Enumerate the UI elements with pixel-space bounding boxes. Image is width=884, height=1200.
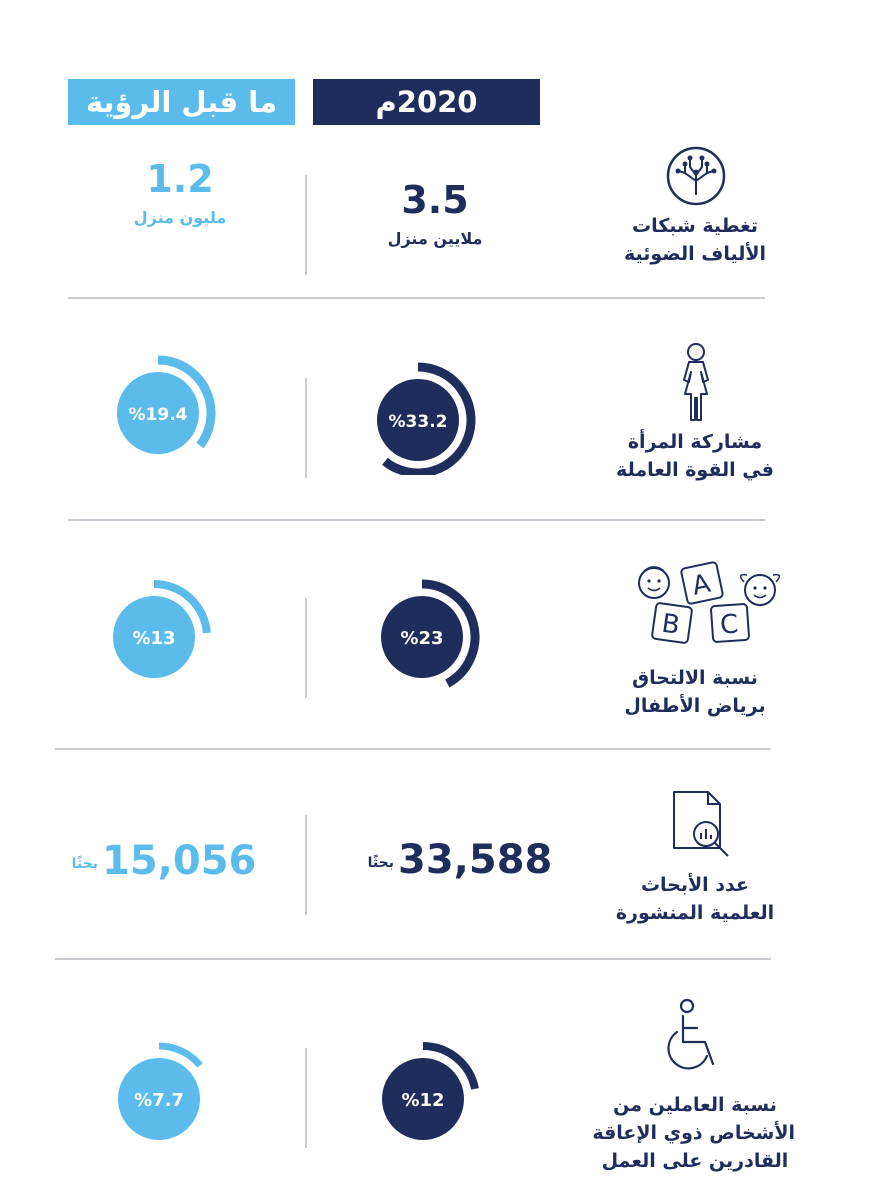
- fiber-before-value: 1.2: [146, 157, 214, 201]
- disability-label-line1: نسبة العاملين من: [613, 1094, 777, 1116]
- women-label-line2: في القوة العاملة: [616, 459, 774, 481]
- row-divider: [55, 958, 771, 960]
- svg-text:B: B: [659, 608, 682, 641]
- research-document-icon: [670, 790, 732, 864]
- women-before-gauge: [103, 345, 233, 475]
- women-before-value: %19.4: [128, 405, 188, 425]
- fiber-label-line1: تغطية شبكات: [632, 215, 758, 237]
- disability-current-gauge: [368, 1030, 498, 1160]
- kindergarten-current-value: %23: [400, 628, 444, 649]
- column-divider: [305, 598, 307, 698]
- wheelchair-icon: [663, 998, 725, 1084]
- abc-blocks-children-icon: [632, 555, 782, 659]
- header-before-vision: ما قبل الرؤية: [68, 79, 295, 125]
- fiber-current-value: 3.5: [401, 178, 469, 222]
- header-2020: 2020م: [313, 79, 540, 125]
- column-divider: [305, 175, 307, 275]
- kindergarten-before-gauge: [99, 570, 229, 700]
- women-current-gauge: [363, 345, 493, 475]
- research-before-unit: بحثًا: [71, 856, 98, 872]
- disability-before-gauge: [104, 1030, 234, 1160]
- column-divider: [305, 1048, 307, 1148]
- column-divider: [305, 815, 307, 915]
- disability-before-value: %7.7: [134, 1090, 184, 1111]
- column-divider: [305, 378, 307, 478]
- row-divider: [55, 748, 771, 750]
- row-divider: [68, 519, 765, 521]
- research-before-value: 15,056: [102, 838, 257, 884]
- fiber-label-line2: الألياف الضوئية: [623, 243, 767, 265]
- research-current-unit: بحثًا: [367, 855, 394, 871]
- women-current-value: %33.2: [388, 412, 448, 432]
- woman-icon: [675, 342, 717, 428]
- kindergarten-label-line2: برياض الأطفال: [624, 695, 766, 717]
- row-divider: [68, 297, 765, 299]
- research-label-line1: عدد الأبحاث: [640, 874, 750, 896]
- disability-label-line3: القادرين على العمل: [601, 1150, 789, 1172]
- kindergarten-current-gauge: [367, 567, 497, 697]
- disability-label-line2: الأشخاص ذوي الإعاقة: [592, 1122, 795, 1144]
- fiber-before-unit: مليون منزل: [133, 208, 227, 227]
- research-current-value: 33,588: [398, 837, 553, 883]
- svg-text:A: A: [689, 568, 714, 602]
- fiber-current-unit: ملايين منزل: [387, 229, 483, 248]
- fiber-network-icon: [665, 145, 727, 211]
- research-label-line2: العلمية المنشورة: [615, 902, 775, 924]
- kindergarten-before-value: %13: [132, 628, 176, 649]
- kindergarten-label-line1: نسبة الالتحاق: [632, 667, 758, 689]
- svg-text:C: C: [719, 609, 740, 641]
- women-label-line1: مشاركة المرأة: [627, 431, 763, 453]
- disability-current-value: %12: [401, 1090, 445, 1111]
